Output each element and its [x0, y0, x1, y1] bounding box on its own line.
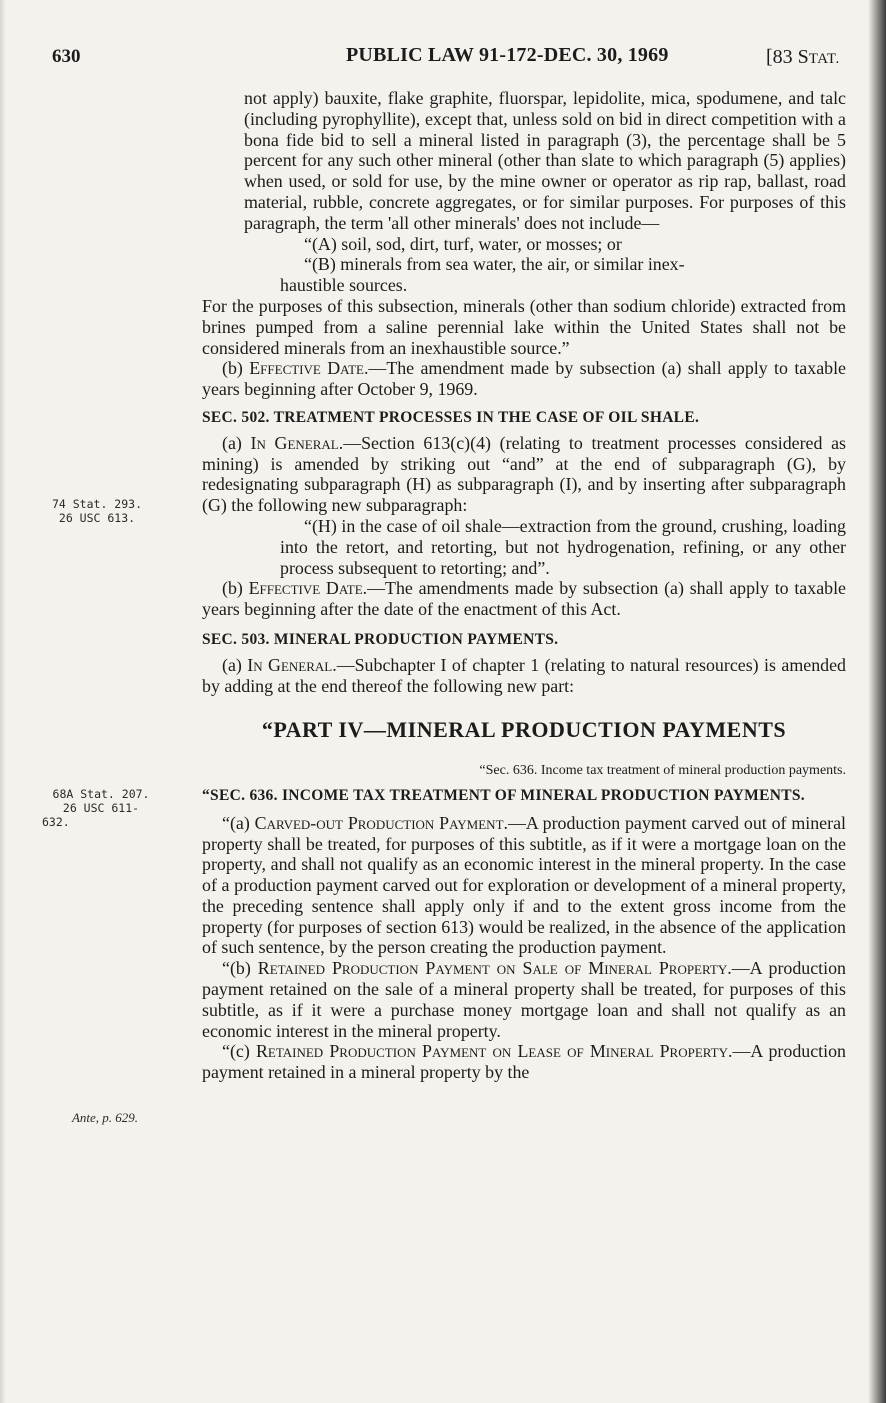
paragraph-brines: For the purposes of this subsection, minerals (other than sodium chloride) extracted from brines pumped from a saline perennial lake within the United States shall not be considered minerals from an inexhaustible source.” — [202, 295, 846, 358]
subsection-text: —A production payment carved out of mineral property shall be treated, for purposes of this subtitle, as if it were a mortgage loan on the property, and shall not qualify as an economic interest in the mineral property. In the case of a production payment carved out for exploration or development of a mineral property, the preceding sentence shall apply only if and to the extent gross income from the property (for purposes of section 613) would be realized, in the absence of the application of such sentence, by the person creating the production payment. — [202, 812, 846, 958]
subsection-label: (b) — [222, 358, 250, 379]
paragraph-carved-out — [202, 813, 846, 959]
subsection-text: —Section 613(c)(4) (relating to treatment processes considered as mining) is amended by striking out “and” at the end of subparagraph (G), by redesignating subparagraph (H) as subparagraph (I), and by inserting after subparagraph (G) the following new subparagraph: — [202, 432, 846, 516]
paragraph-retained-sale — [202, 958, 846, 1041]
subsection-heading: Retained Production Payment on Sale of Mineral Property. — [257, 958, 732, 979]
paragraph-503-in-general — [202, 655, 846, 697]
paragraph-effective-date-501 — [202, 358, 846, 400]
margin-note-ante: Ante, p. 629. — [71, 1110, 139, 1125]
margin-note-line: 632. — [42, 815, 70, 829]
subsection-text: —Subchapter I of chapter 1 (relating to natural resources) is amended by adding at the end thereof the following new part: — [202, 654, 846, 696]
subsection-text: —A production payment retained on the sale of a mineral property shall be treated, for purposes of this subtitle, as if it were a purchase money mortgage loan and shall not qualify as an economic interest in the mineral property. — [202, 958, 847, 1041]
paragraph-oil-shale-h: “(H) in the case of oil shale—extraction from the ground, crushing, loading into the retort, and retorting, but not hydrogenation, refining, or any other process subsequent to retorting; and”. — [280, 515, 846, 578]
subsection-heading: In General. — [250, 432, 344, 453]
paragraph-effective-date-502 — [202, 578, 846, 620]
subsection-label: “(b) — [222, 958, 258, 979]
subsection-text: —The amendment made by subsection (a) shall apply to taxable years beginning after October 9, 1969. — [202, 358, 846, 400]
paragraph-502-in-general — [202, 433, 846, 516]
section-636-heading: “SEC. 636. INCOME TAX TREATMENT OF MINERAL PRODUCTION PAYMENTS. — [202, 786, 805, 804]
margin-note-line: 74 Stat. 293. — [51, 497, 142, 511]
subsection-label: (a) — [222, 654, 248, 675]
subsection-label: (a) — [222, 432, 251, 453]
margin-note-oil-shale — [42, 497, 152, 525]
page-number: 630 — [52, 46, 81, 67]
subsection-label: (b) — [222, 578, 249, 599]
clause-b-minerals: “(B) minerals from sea water, the air, or similar inex- — [304, 254, 685, 275]
running-head: PUBLIC LAW 91-172-DEC. 30, 1969 — [346, 44, 669, 66]
paragraph-retained-lease — [202, 1041, 846, 1083]
subsection-text: —The amendments made by subsection (a) shall apply to taxable years beginning after the date of the enactment of this Act. — [202, 578, 846, 620]
subsection-label: “(a) — [222, 812, 255, 833]
page-binding-shadow — [868, 0, 886, 1403]
subsection-heading: Carved-out Production Payment. — [254, 812, 508, 833]
statute-volume — [766, 46, 840, 69]
margin-note-line: 26 USC 613. — [58, 511, 136, 525]
page-left-edge — [0, 0, 6, 1403]
section-502-heading: SEC. 502. TREATMENT PROCESSES IN THE CASE OF OIL SHALE. — [202, 408, 700, 426]
subsection-heading: In General. — [247, 654, 337, 675]
subsection-heading: Effective Date. — [249, 358, 369, 379]
margin-note-production-payments — [36, 787, 166, 829]
subsection-label: “(c) — [222, 1041, 256, 1062]
paragraph-mica-exception: not apply) bauxite, flake graphite, fluorspar, lepidolite, mica, spodumene, and talc (including pyrophyllite), except that, unless sold on bid in direct competition with a bona fide bid to sell a mineral listed in paragraph (3), the percentage shall be 5 percent for any such other mineral (other than slate to which paragraph (5) applies) when used, or sold for use, by the mine owner or operator as rip rap, ballast, road material, rubble, concrete aggregates, or for similar purposes. For purposes of this paragraph, the term 'all other minerals' does not include— — [244, 88, 846, 233]
section-503-heading: SEC. 503. MINERAL PRODUCTION PAYMENTS. — [202, 630, 559, 648]
subsection-heading: Retained Production Payment on Lease of Mineral Property. — [255, 1041, 733, 1062]
part-iv-title: “PART IV—MINERAL PRODUCTION PAYMENTS — [261, 717, 787, 743]
clause-b-continuation: haustible sources. — [280, 275, 408, 296]
margin-note-line: 26 USC 611- — [62, 801, 140, 815]
part-table-of-contents: “Sec. 636. Income tax treatment of mineral production payments. — [479, 763, 846, 779]
subsection-heading: Effective Date. — [248, 578, 368, 599]
statute-suffix: TAT. — [808, 51, 840, 67]
subsection-text: —A production payment retained in a mineral property by the — [202, 1041, 846, 1083]
document-body — [202, 88, 846, 1083]
margin-note-line: 68A Stat. 207. — [52, 787, 150, 801]
clause-a-soil: “(A) soil, sod, dirt, turf, water, or mosses; or — [304, 233, 622, 254]
page-header — [0, 42, 886, 76]
statute-prefix: [83 S — [766, 46, 809, 68]
